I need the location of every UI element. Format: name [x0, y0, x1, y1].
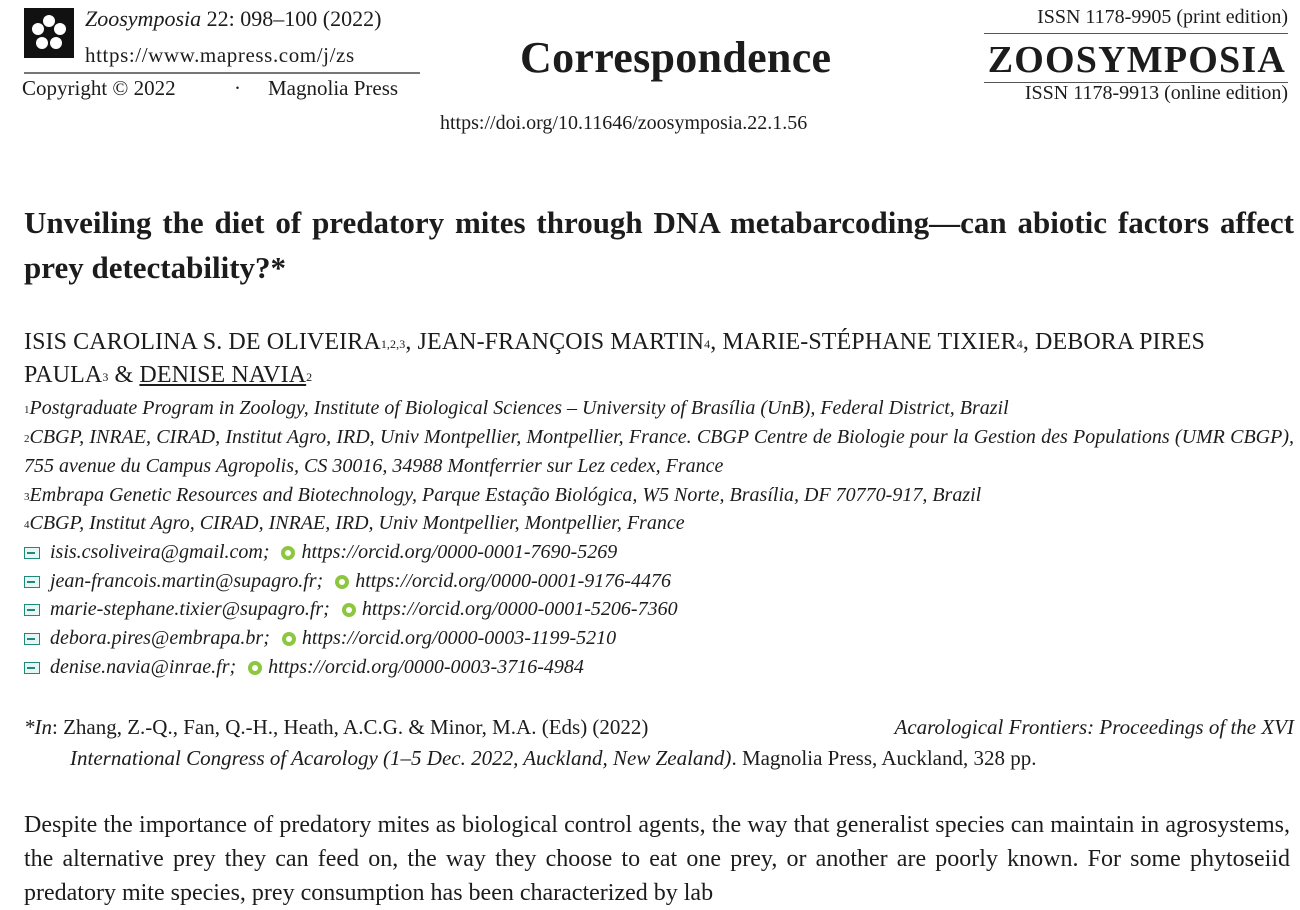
orcid-link[interactable]: https://orcid.org/0000-0001-5206-7360	[361, 598, 678, 620]
corresponding-author-name: DENISE NAVIA	[139, 362, 307, 388]
footnote-prefix: *In	[24, 715, 52, 739]
affiliation-text: Postgraduate Program in Zoology, Institute of Biological Sciences – University of Brasília (UnB), Federal District, Brazil	[29, 397, 1009, 419]
mail-icon	[24, 633, 40, 645]
author-affiliation-ref: 2	[306, 370, 313, 384]
contact-row	[24, 567, 671, 596]
journal-logo-icon	[24, 8, 74, 58]
journal-name: Zoosymposia	[85, 6, 202, 31]
footnote-book-title: International Congress of Acarology (1–5 Dec. 2022, Auckland, New Zealand)	[70, 746, 732, 770]
mail-icon	[24, 662, 40, 674]
separator: ·	[234, 76, 241, 100]
journal-url-link[interactable]: https://www.mapress.com/j/zs	[85, 43, 355, 67]
journal-wordmark: ZOOSYMPOSIA	[987, 39, 1286, 81]
orcid-link[interactable]: https://orcid.org/0000-0001-7690-5269	[301, 541, 618, 563]
author-separator: ,	[1022, 329, 1036, 355]
author-affiliation-ref: 1,2,3	[380, 337, 406, 351]
journal-issue: 22: 098–100 (2022)	[206, 6, 382, 31]
affiliation	[24, 481, 1294, 510]
mail-icon	[24, 576, 40, 588]
orcid-link[interactable]: https://orcid.org/0000-0001-9176-4476	[355, 570, 671, 592]
author-list	[24, 326, 1294, 392]
orcid-link[interactable]: https://orcid.org/0000-0003-3716-4984	[268, 656, 584, 678]
author-separator: &	[108, 362, 140, 388]
affiliation-number: 3	[24, 491, 30, 503]
issn-print: ISSN 1178-9905 (print edition)	[1037, 6, 1288, 28]
contact-row	[24, 538, 617, 567]
contact-row	[24, 653, 584, 682]
author-name: DEBORA PIRES PAULA	[24, 329, 1205, 388]
author-affiliation-ref: 4	[704, 337, 711, 351]
email-link[interactable]: marie-stephane.tixier@supagro.fr;	[50, 598, 330, 620]
affiliation-text: Embrapa Genetic Resources and Biotechnology, Parque Estação Biológica, W5 Norte, Brasília, DF 70770-917, Brazil	[29, 484, 982, 506]
article-title: Unveiling the diet of predatory mites through DNA metabarcoding—can abiotic factors affect prey detectability?*	[24, 205, 1294, 285]
mail-icon	[24, 604, 40, 616]
affiliation	[24, 509, 1294, 538]
author-name: MARIE-STÉPHANE TIXIER	[722, 329, 1017, 355]
footnote-line	[24, 712, 1294, 743]
orcid-icon	[248, 661, 262, 675]
flower-icon	[29, 13, 69, 53]
author-affiliation-ref: 4	[1016, 337, 1023, 351]
orcid-icon	[282, 632, 296, 646]
issn-online: ISSN 1178-9913 (online edition)	[1024, 82, 1288, 104]
email-link[interactable]: debora.pires@embrapa.br;	[50, 627, 270, 649]
affiliation-text: CBGP, Institut Agro, CIRAD, INRAE, IRD, Univ Montpellier, Montpellier, France	[29, 512, 685, 534]
affiliation-number: 1	[24, 404, 30, 416]
mail-icon	[24, 547, 40, 559]
journal-citation	[85, 6, 381, 32]
author-separator: ,	[710, 329, 723, 355]
footnote-line	[24, 743, 1294, 774]
orcid-icon	[281, 546, 295, 560]
orcid-link[interactable]: https://orcid.org/0000-0003-1199-5210	[301, 627, 617, 649]
affiliation	[24, 423, 1294, 481]
publisher: Magnolia Press	[268, 76, 399, 100]
body-paragraph: Despite the importance of predatory mites as biological control agents, the way that generalist species can maintain in agrosystems, the alternative prey they can feed on, the way they choose to eat one prey, or another are poorly known. For some phytoseiid predatory mite species, prey consumption has been characterized by lab	[24, 812, 1290, 906]
doi-link[interactable]: https://doi.org/10.11646/zoosymposia.22.1.56	[440, 112, 808, 134]
affiliation-number: 4	[24, 519, 30, 531]
contact-row	[24, 595, 678, 624]
orcid-icon	[342, 603, 356, 617]
author-name: JEAN-FRANÇOIS MARTIN	[417, 329, 705, 355]
header-divider	[24, 72, 420, 74]
author-name: ISIS CAROLINA S. DE OLIVEIRA	[24, 329, 381, 355]
footnote-publisher: . Magnolia Press, Auckland, 328 pp.	[731, 746, 1037, 770]
footnote-editors: : Zhang, Z.-Q., Fan, Q.-H., Heath, A.C.G. & Minor, M.A. (Eds) (2022)	[52, 715, 649, 739]
copyright: Copyright © 2022	[22, 76, 176, 100]
header-divider	[984, 33, 1288, 34]
footnote-editors-wrap	[24, 712, 648, 743]
author-separator: ,	[405, 329, 418, 355]
email-link[interactable]: isis.csoliveira@gmail.com;	[50, 541, 270, 563]
proceedings-footnote	[24, 712, 1294, 774]
affiliation-text: CBGP, INRAE, CIRAD, Institut Agro, IRD, Univ Montpellier, Montpellier, France. CBGP Centre de Biologie pour la Gestion des Populations (UMR CBGP), 755 avenue du Campus Agropolis, CS 30016, 34988 Montferrier sur Lez cedex, France	[24, 426, 1294, 477]
affiliation	[24, 394, 1294, 423]
affiliation-number: 2	[24, 433, 30, 445]
contact-row	[24, 624, 616, 653]
author-affiliation-ref: 3	[102, 370, 109, 384]
email-link[interactable]: denise.navia@inrae.fr;	[50, 656, 237, 678]
article-type: Correspondence	[520, 33, 832, 82]
footnote-book-title: Acarological Frontiers: Proceedings of the XVI	[894, 715, 1294, 739]
email-link[interactable]: jean-francois.martin@supagro.fr;	[50, 570, 324, 592]
orcid-icon	[335, 575, 349, 589]
